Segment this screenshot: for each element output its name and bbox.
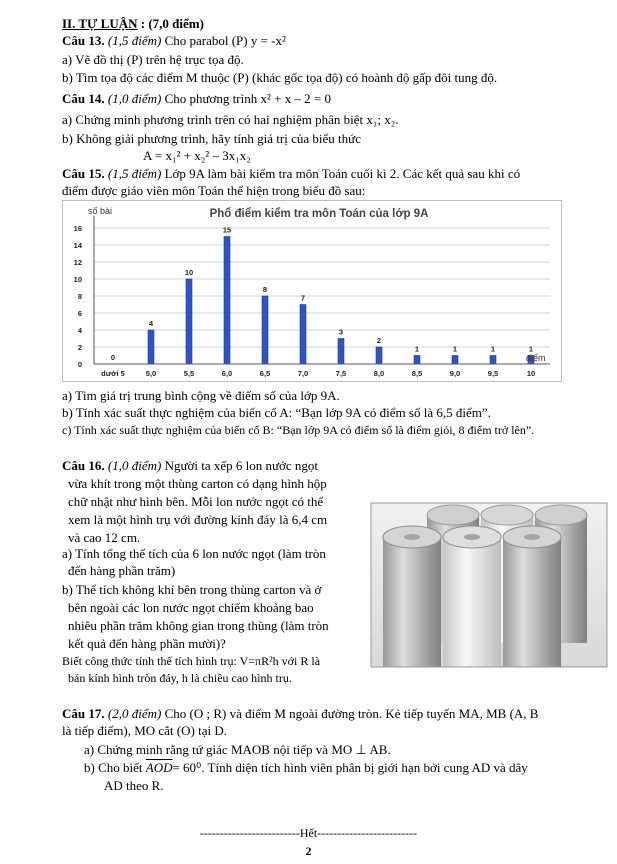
q14-b: b) Không giải phương trình, hãy tính giá trị của biểu thức <box>62 131 361 146</box>
page-number: 2 <box>305 844 312 858</box>
q17-stem <box>62 706 538 721</box>
bar <box>452 356 458 365</box>
y-tick-label: 4 <box>77 326 82 335</box>
q17-b-2: AD theo R. <box>104 778 164 793</box>
x-tick-label: 5,0 <box>145 369 157 378</box>
chart-x-label: điểm <box>526 353 546 363</box>
data-label: 1 <box>528 344 534 354</box>
q16-a-1: a) Tính tổng thể tích của 6 lon nước ngọt (làm tròn <box>62 546 326 561</box>
q15-points: (1,5 điểm) <box>107 166 162 181</box>
y-tick-label: 14 <box>73 241 82 250</box>
x-tick-label: 7,0 <box>297 369 309 378</box>
data-label: 7 <box>300 293 306 303</box>
q17-a: a) Chứng minh rằng tứ giác MAOB nội tiếp và MO ⊥ AB. <box>84 742 391 757</box>
bar <box>490 356 496 365</box>
data-label: 10 <box>184 268 194 277</box>
q15-text-1: Lớp 9A làm bài kiểm tra môn Toán cuối kì 2. Các kết quả sau khi có <box>164 166 521 181</box>
y-tick-label: 16 <box>73 224 82 233</box>
q15-a: a) Tìm giá trị trung bình cộng về điểm số của lớp 9A. <box>62 388 340 403</box>
bar <box>338 339 344 365</box>
soda-cans-in-carton-image <box>369 499 609 671</box>
y-tick-label: 0 <box>77 360 82 369</box>
q14-expression: A = x₁² + x₂² – 3x₁x₂ <box>143 148 251 163</box>
y-tick-label: 6 <box>77 309 82 318</box>
section-points: : (7,0 điểm) <box>140 16 204 31</box>
data-label: 1 <box>452 344 458 354</box>
bar <box>224 237 230 365</box>
q14-text: Cho phương trình x² + x – 2 = 0 <box>164 91 332 106</box>
q16-b-2: bên ngoài các lon nước ngọt chiếm khoảng bao <box>68 600 314 615</box>
q13-a: a) Vẽ đồ thị (P) trên hệ trục tọa độ. <box>62 52 244 67</box>
q15-stem <box>62 166 520 181</box>
q13-text: Cho parabol (P) y = -x² <box>164 33 286 48</box>
q17-b <box>84 760 528 775</box>
q17-b-angle: $\overline{AOD}$ <box>145 760 173 775</box>
x-tick-label: 5,5 <box>183 369 195 378</box>
q16-text-5: và cao 12 cm. <box>68 530 141 545</box>
q16-label: Câu 16. <box>62 458 105 473</box>
q14-points: (1,0 điểm) <box>107 91 162 106</box>
q17-b-prefix: b) Cho biết <box>84 760 143 775</box>
x-tick-label: 9,0 <box>449 369 461 378</box>
q16-text-3: chữ nhật như hình bên. Mỗi lon nước ngọt có thể <box>68 494 324 509</box>
chart-title: Phổ điểm kiểm tra môn Toán của lớp 9A <box>209 208 429 220</box>
score-distribution-chart <box>62 200 562 382</box>
data-label: 3 <box>338 327 344 337</box>
carton-overlay <box>371 503 607 667</box>
q16-note-1: Biết công thức tính thể tích hình trụ: V=πR²h với R là <box>62 654 321 668</box>
q15-b: b) Tính xác suất thực nghiệm của biến cố A: “Bạn lớp 9A có điểm số là 6,5 điểm”. <box>62 405 491 420</box>
q17-text-2: là tiếp điểm), MO cắt (O) tại D. <box>62 723 227 738</box>
x-tick-label: dưới 5 <box>101 369 125 378</box>
q15-c: c) Tính xác suất thực nghiệm của biến cố B: “Bạn lớp 9A có điểm số là điểm giỏi, 8 điểm trở lên”. <box>62 423 535 437</box>
data-label: 8 <box>262 285 268 294</box>
q16-b-3: nhiêu phần trăm không gian trong thùng (làm tròn <box>68 618 329 633</box>
q13-b: b) Tìm tọa độ các điểm M thuộc (P) (khác gốc tọa độ) có hoành độ gấp đôi tung độ. <box>62 70 498 85</box>
section-title: II. TỰ LUẬN <box>62 16 138 31</box>
q16-text-1: Người ta xếp 6 lon nước ngọt <box>164 458 319 473</box>
y-tick-label: 8 <box>77 292 82 301</box>
q14-label: Câu 14. <box>62 91 105 106</box>
bar <box>262 296 268 364</box>
q17-points: (2,0 điểm) <box>107 706 162 721</box>
q15-text-2: điểm được giáo viên môn Toán thể hiện trong biểu đồ sau: <box>62 183 366 198</box>
bar <box>148 330 154 364</box>
bar <box>186 279 192 364</box>
data-label: 1 <box>414 344 420 354</box>
q16-stem <box>62 458 318 473</box>
q17-text-1: Cho (O ; R) và điểm M ngoài đường tròn. Kẻ tiếp tuyến MA, MB (A, B <box>164 706 539 721</box>
x-tick-label: 8,0 <box>373 369 385 378</box>
x-tick-label: 9,5 <box>487 369 499 378</box>
x-tick-label: 6,5 <box>259 369 271 378</box>
q16-b-1: b) Thể tích không khí bên trong thùng carton và ở <box>62 582 322 597</box>
q16-text-4: xem là một hình trụ với đường kính đáy là 6,4 cm <box>68 512 328 527</box>
y-tick-label: 2 <box>77 343 82 352</box>
data-label: 15 <box>222 225 232 235</box>
q14-a: a) Chứng minh phương trình trên có hai nghiệm phân biệt x₁; x₂. <box>62 112 399 127</box>
bar <box>376 347 382 364</box>
bar <box>300 305 306 365</box>
data-label: 4 <box>148 319 154 328</box>
end-marker: -------------------------Hết------------------------- <box>199 826 418 840</box>
q17-label: Câu 17. <box>62 706 105 721</box>
x-tick-label: 10 <box>526 369 536 378</box>
q13-stem <box>62 33 286 48</box>
section-heading <box>62 16 204 31</box>
x-tick-label: 6,0 <box>221 369 233 378</box>
q17-b-text: = 60⁰. Tính diện tích hình viên phân bị giới hạn bởi cung AD và dây <box>172 760 528 775</box>
q15-label: Câu 15. <box>62 166 105 181</box>
y-tick-label: 10 <box>73 275 82 284</box>
bar <box>414 356 420 365</box>
q13-points: (1,5 điểm) <box>107 33 162 48</box>
chart-y-label: số bài <box>88 206 113 216</box>
q16-text-2: vừa khít trong một thùng carton có dạng hình hộp <box>68 476 327 491</box>
y-tick-label: 12 <box>73 258 82 267</box>
x-tick-label: 8,5 <box>411 369 423 378</box>
q16-b-4: kết quả đến hàng phần mười)? <box>68 636 226 651</box>
q13-label: Câu 13. <box>62 33 105 48</box>
q16-note-2: bán kính hình tròn đáy, h là chiều cao hình trụ. <box>68 671 292 685</box>
q14-stem <box>62 91 331 106</box>
data-label: 0 <box>110 353 116 362</box>
data-label: 1 <box>490 344 496 354</box>
q16-a-2: đến hàng phần trăm) <box>68 563 176 578</box>
q16-points: (1,0 điểm) <box>107 458 162 473</box>
data-label: 2 <box>376 336 382 345</box>
x-tick-label: 7,5 <box>335 369 347 378</box>
